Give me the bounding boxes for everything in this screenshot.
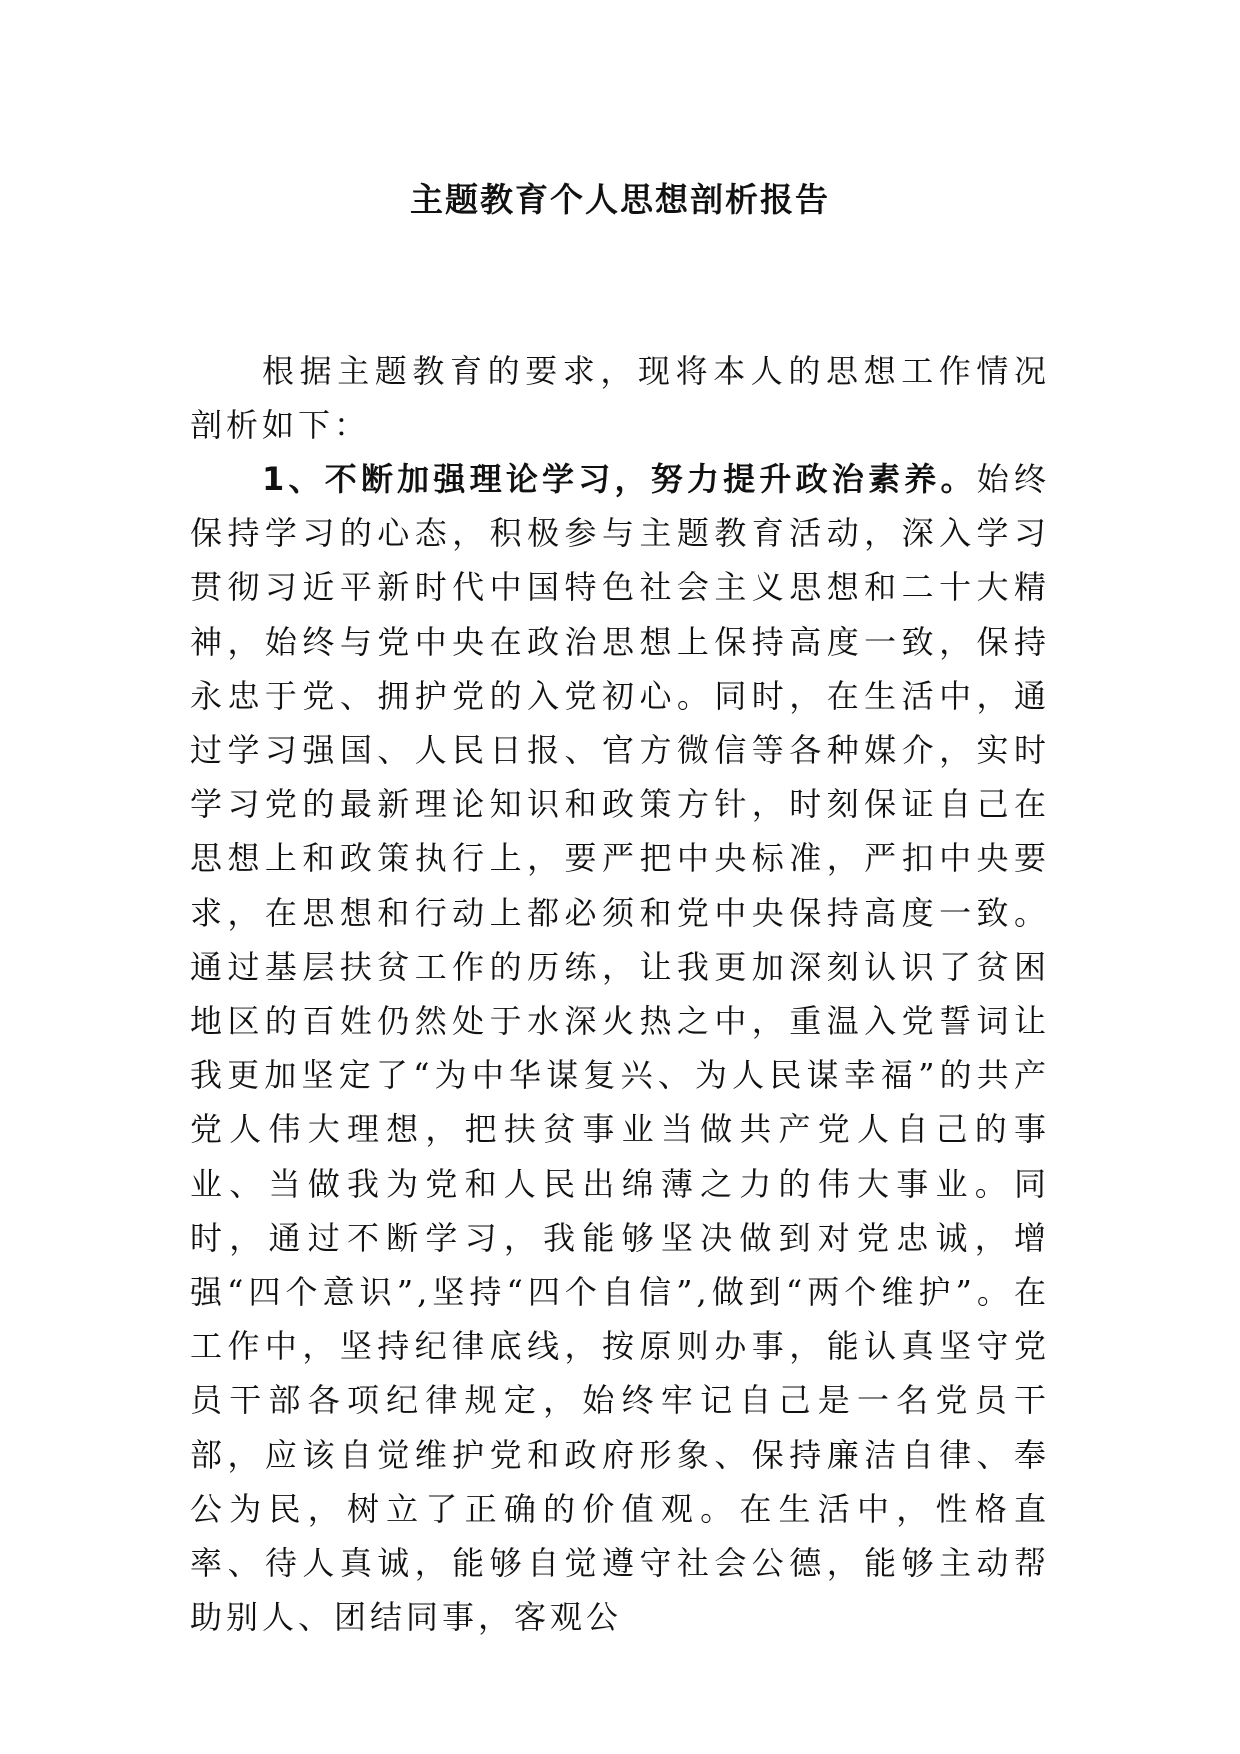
intro-paragraph: 根据主题教育的要求，现将本人的思想工作情况剖析如下： bbox=[190, 352, 1050, 445]
section-1-paragraph bbox=[190, 452, 1050, 1644]
section-1-body: 始终保持学习的心态，积极参与主题教育活动，深入学习贯彻习近平新时代中国特色社会主义思想和二十大精神，始终与党中央在政治思想上保持高度一致，保持永忠于党、拥护党的入党初心。同时，在生活中，通过学习强国、人民日报、官方微信等各种媒介，实时学习党的最新理论知识和政策方针，时刻保证自己在思想上和政策执行上，要严把中央标准，严扣中央要求，在思想和行动上都必须和党中央保持高度一致。通过基层扶贫工作的历练，让我更加深刻认识了贫困地区的百姓仍然处于水深火热之中，重温入党誓词让我更加坚定了“为中华谋复兴、为人民谋幸福”的共产党人伟大理想，把扶贫事业当做共产党人自己的事业、当做我为党和人民出绵薄之力的伟大事业。同时，通过不断学习，我能够坚决做到对党忠诚，增强“四个意识”,坚持“四个自信”,做到“两个维护”。在工作中，坚持纪律底线，按原则办事，能认真坚守党员干部各项纪律规定，始终牢记自己是一名党员干部，应该自觉维护党和政府形象、保持廉洁自律、奉公为民，树立了正确的价值观。在生活中，性格直率、待人真诚，能够自觉遵守社会公德，能够主动帮助别人、团结同事，客观公 bbox=[190, 460, 1050, 1637]
section-1-heading: 1、不断加强理论学习，努力提升政治素养。 bbox=[262, 460, 977, 498]
document-title: 主题教育个人思想剖析报告 bbox=[410, 180, 830, 219]
